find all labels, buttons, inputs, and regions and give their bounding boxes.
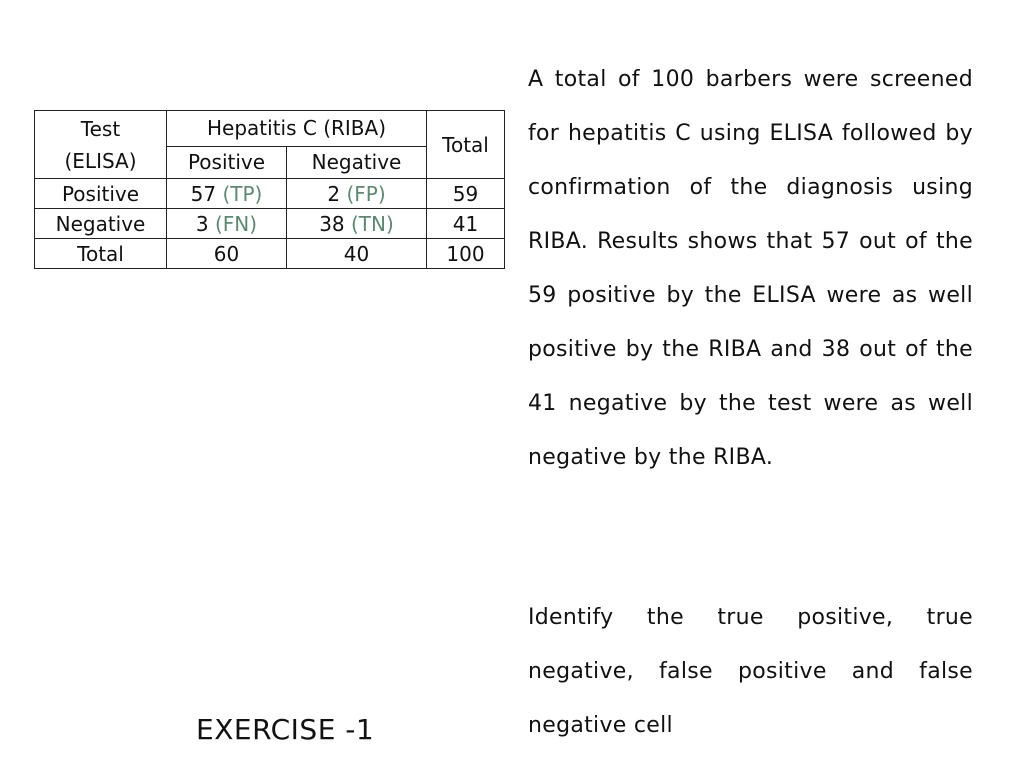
exercise-instruction: Identify the true positive, true negative, false positive and false negative cell bbox=[528, 605, 973, 738]
cell-false-positive bbox=[287, 179, 427, 209]
cell-row-total: 59 bbox=[427, 179, 505, 209]
cell-true-negative bbox=[287, 209, 427, 239]
row-label-positive: Positive bbox=[35, 179, 167, 209]
cell-value: 2 bbox=[327, 181, 341, 206]
cell-grand-total: 100 bbox=[427, 239, 505, 269]
contingency-table bbox=[34, 110, 505, 269]
cell-row-total: 41 bbox=[427, 209, 505, 239]
test-elisa-header bbox=[35, 111, 167, 179]
cell-true-positive bbox=[167, 179, 287, 209]
cell-value: 3 bbox=[195, 211, 209, 236]
table-row bbox=[35, 179, 505, 209]
test-header-line2: (ELISA) bbox=[64, 148, 137, 173]
row-label-negative: Negative bbox=[35, 209, 167, 239]
total-column-header: Total bbox=[427, 111, 505, 179]
cell-false-negative bbox=[167, 209, 287, 239]
cell-value: 57 bbox=[190, 181, 217, 206]
test-header-line1: Test bbox=[80, 116, 121, 141]
exercise-title: EXERCISE -1 bbox=[196, 713, 375, 746]
cell-code-tp: (TP) bbox=[222, 181, 263, 206]
cell-code-fn: (FN) bbox=[215, 211, 258, 236]
table-row bbox=[35, 239, 505, 269]
riba-positive-header: Positive bbox=[167, 146, 287, 178]
cell-code-tn: (TN) bbox=[351, 211, 394, 236]
cell-column-total-negative: 40 bbox=[287, 239, 427, 269]
cell-value: 38 bbox=[319, 211, 345, 236]
cell-column-total-positive: 60 bbox=[167, 239, 287, 269]
table-row bbox=[35, 209, 505, 239]
contingency-table-wrapper bbox=[34, 110, 505, 269]
table-header-row bbox=[35, 111, 505, 147]
hepatitis-riba-header: Hepatitis C (RIBA) bbox=[167, 111, 427, 147]
problem-description: A total of 100 barbers were screened for hepatitis C using ELISA followed by confirmation of the diagnosis using RIBA. Results shows that 57 out of the 59 positive by the ELISA were as well positive by the RIBA and 38 out of the 41 negative by the test were as well negative by the RIBA. bbox=[528, 67, 973, 470]
cell-code-fp: (FP) bbox=[346, 181, 386, 206]
row-label-total: Total bbox=[35, 239, 167, 269]
riba-negative-header: Negative bbox=[287, 146, 427, 178]
